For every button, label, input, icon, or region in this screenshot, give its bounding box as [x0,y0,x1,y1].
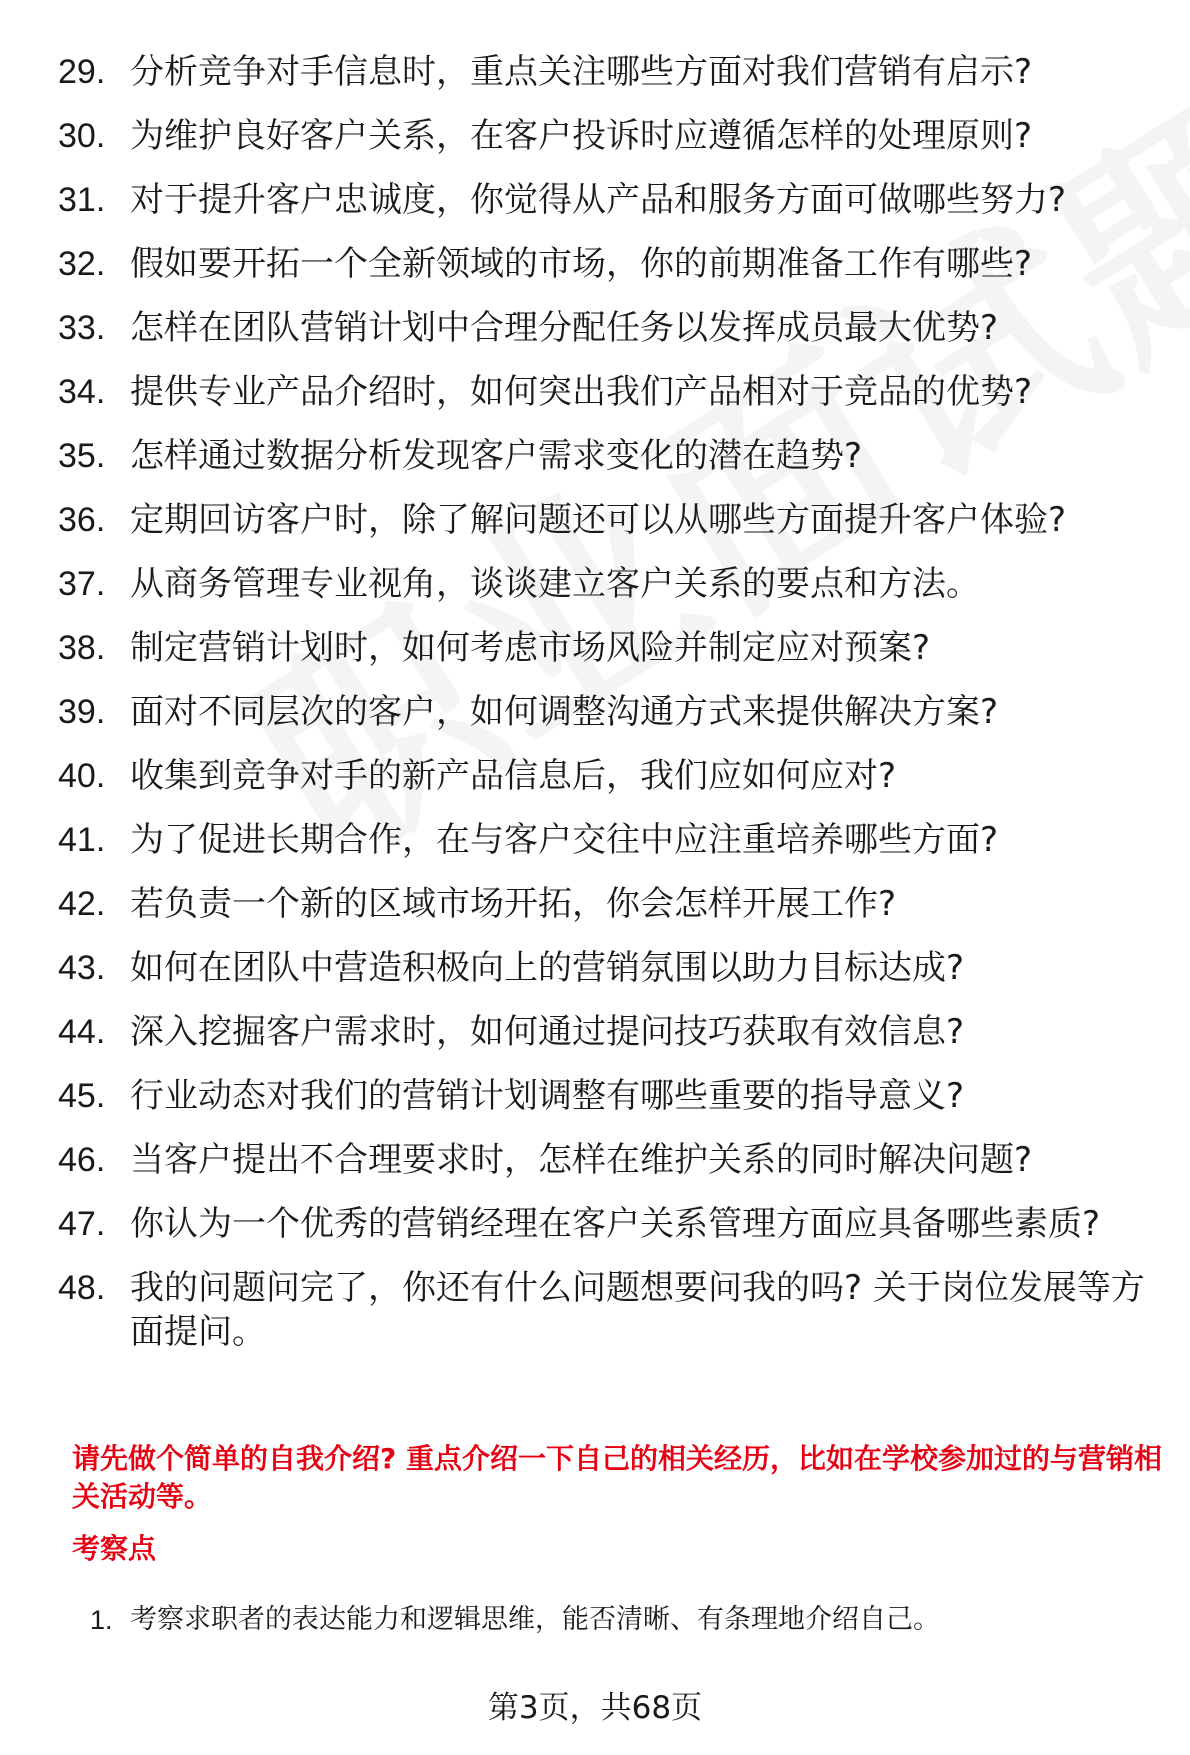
question-text: 你认为一个优秀的营销经理在客户关系管理方面应具备哪些素质? [130,1204,1101,1244]
question-text: 深入挖掘客户需求时，如何通过提问技巧获取有效信息? [130,1012,965,1052]
point-text: 考察求职者的表达能力和逻辑思维，能否清晰、有条理地介绍自己。 [130,1604,940,1635]
question-item [58,1202,1148,1246]
question-item [58,114,1148,158]
question-item [58,818,1148,862]
question-number: 32. [58,245,106,283]
section-title: 考察点 [72,1532,157,1565]
question-number: 40. [58,757,106,795]
question-text: 当客户提出不合理要求时，怎样在维护关系的同时解决问题? [130,1140,1033,1180]
question-number: 36. [58,501,106,539]
question-item [58,1074,1148,1118]
question-item [58,1266,1148,1354]
question-number: 34. [58,373,106,411]
question-text: 为了促进长期合作，在与客户交往中应注重培养哪些方面? [130,820,999,860]
question-item [58,562,1148,606]
question-item [58,626,1148,670]
question-number: 42. [58,885,106,923]
question-item [58,306,1148,350]
question-text: 怎样通过数据分析发现客户需求变化的潜在趋势? [130,436,863,476]
question-number: 44. [58,1013,106,1051]
assessment-point [90,1601,1160,1639]
question-text: 若负责一个新的区域市场开拓，你会怎样开展工作? [130,884,897,924]
question-item [58,1138,1148,1182]
question-text: 提供专业产品介绍时，如何突出我们产品相对于竞品的优势? [130,372,1033,412]
question-number: 35. [58,437,106,475]
question-text: 假如要开拓一个全新领域的市场，你的前期准备工作有哪些? [130,244,1033,284]
question-number: 45. [58,1077,106,1115]
question-item [58,242,1148,286]
question-text: 如何在团队中营造积极向上的营销氛围以助力目标达成? [130,948,965,988]
question-text: 从商务管理专业视角，谈谈建立客户关系的要点和方法。 [130,564,980,604]
question-item [58,498,1148,542]
question-item [58,370,1148,414]
question-text: 面对不同层次的客户，如何调整沟通方式来提供解决方案? [130,692,999,732]
question-text: 为维护良好客户关系，在客户投诉时应遵循怎样的处理原则? [130,116,1033,156]
question-item [58,50,1148,94]
question-number: 47. [58,1205,106,1243]
question-text: 定期回访客户时，除了解问题还可以从哪些方面提升客户体验? [130,500,1067,540]
point-number: 1. [90,1605,113,1635]
question-text: 制定营销计划时，如何考虑市场风险并制定应对预案? [130,628,931,668]
question-number: 29. [58,53,106,91]
question-text: 行业动态对我们的营销计划调整有哪些重要的指导意义? [130,1076,965,1116]
question-item [58,754,1148,798]
question-text: 对于提升客户忠诚度，你觉得从产品和服务方面可做哪些努力? [130,180,1067,220]
question-number: 37. [58,565,106,603]
question-item [58,946,1148,990]
question-item [58,690,1148,734]
question-number: 43. [58,949,106,987]
question-number: 46. [58,1141,106,1179]
question-item [58,434,1148,478]
question-number: 39. [58,693,106,731]
question-number: 30. [58,117,106,155]
question-number: 33. [58,309,106,347]
question-number: 31. [58,181,106,219]
question-number: 41. [58,821,106,859]
question-item [58,1010,1148,1054]
question-text: 我的问题问完了，你还有什么问题想要问我的吗? 关于岗位发展等方面提问。 [130,1268,1145,1352]
highlight-question: 请先做个简单的自我介绍? 重点介绍一下自己的相关经历，比如在学校参加过的与营销相关活动等。 [72,1442,1162,1513]
question-text: 怎样在团队营销计划中合理分配任务以发挥成员最大优势? [130,308,999,348]
page-footer: 第3页，共68页 [487,1690,703,1726]
question-text: 分析竞争对手信息时，重点关注哪些方面对我们营销有启示? [130,52,1033,92]
question-list [58,50,1148,1374]
question-text: 收集到竞争对手的新产品信息后，我们应如何应对? [130,756,897,796]
question-number: 48. [58,1269,106,1307]
question-number: 38. [58,629,106,667]
question-item [58,882,1148,926]
question-item [58,178,1148,222]
